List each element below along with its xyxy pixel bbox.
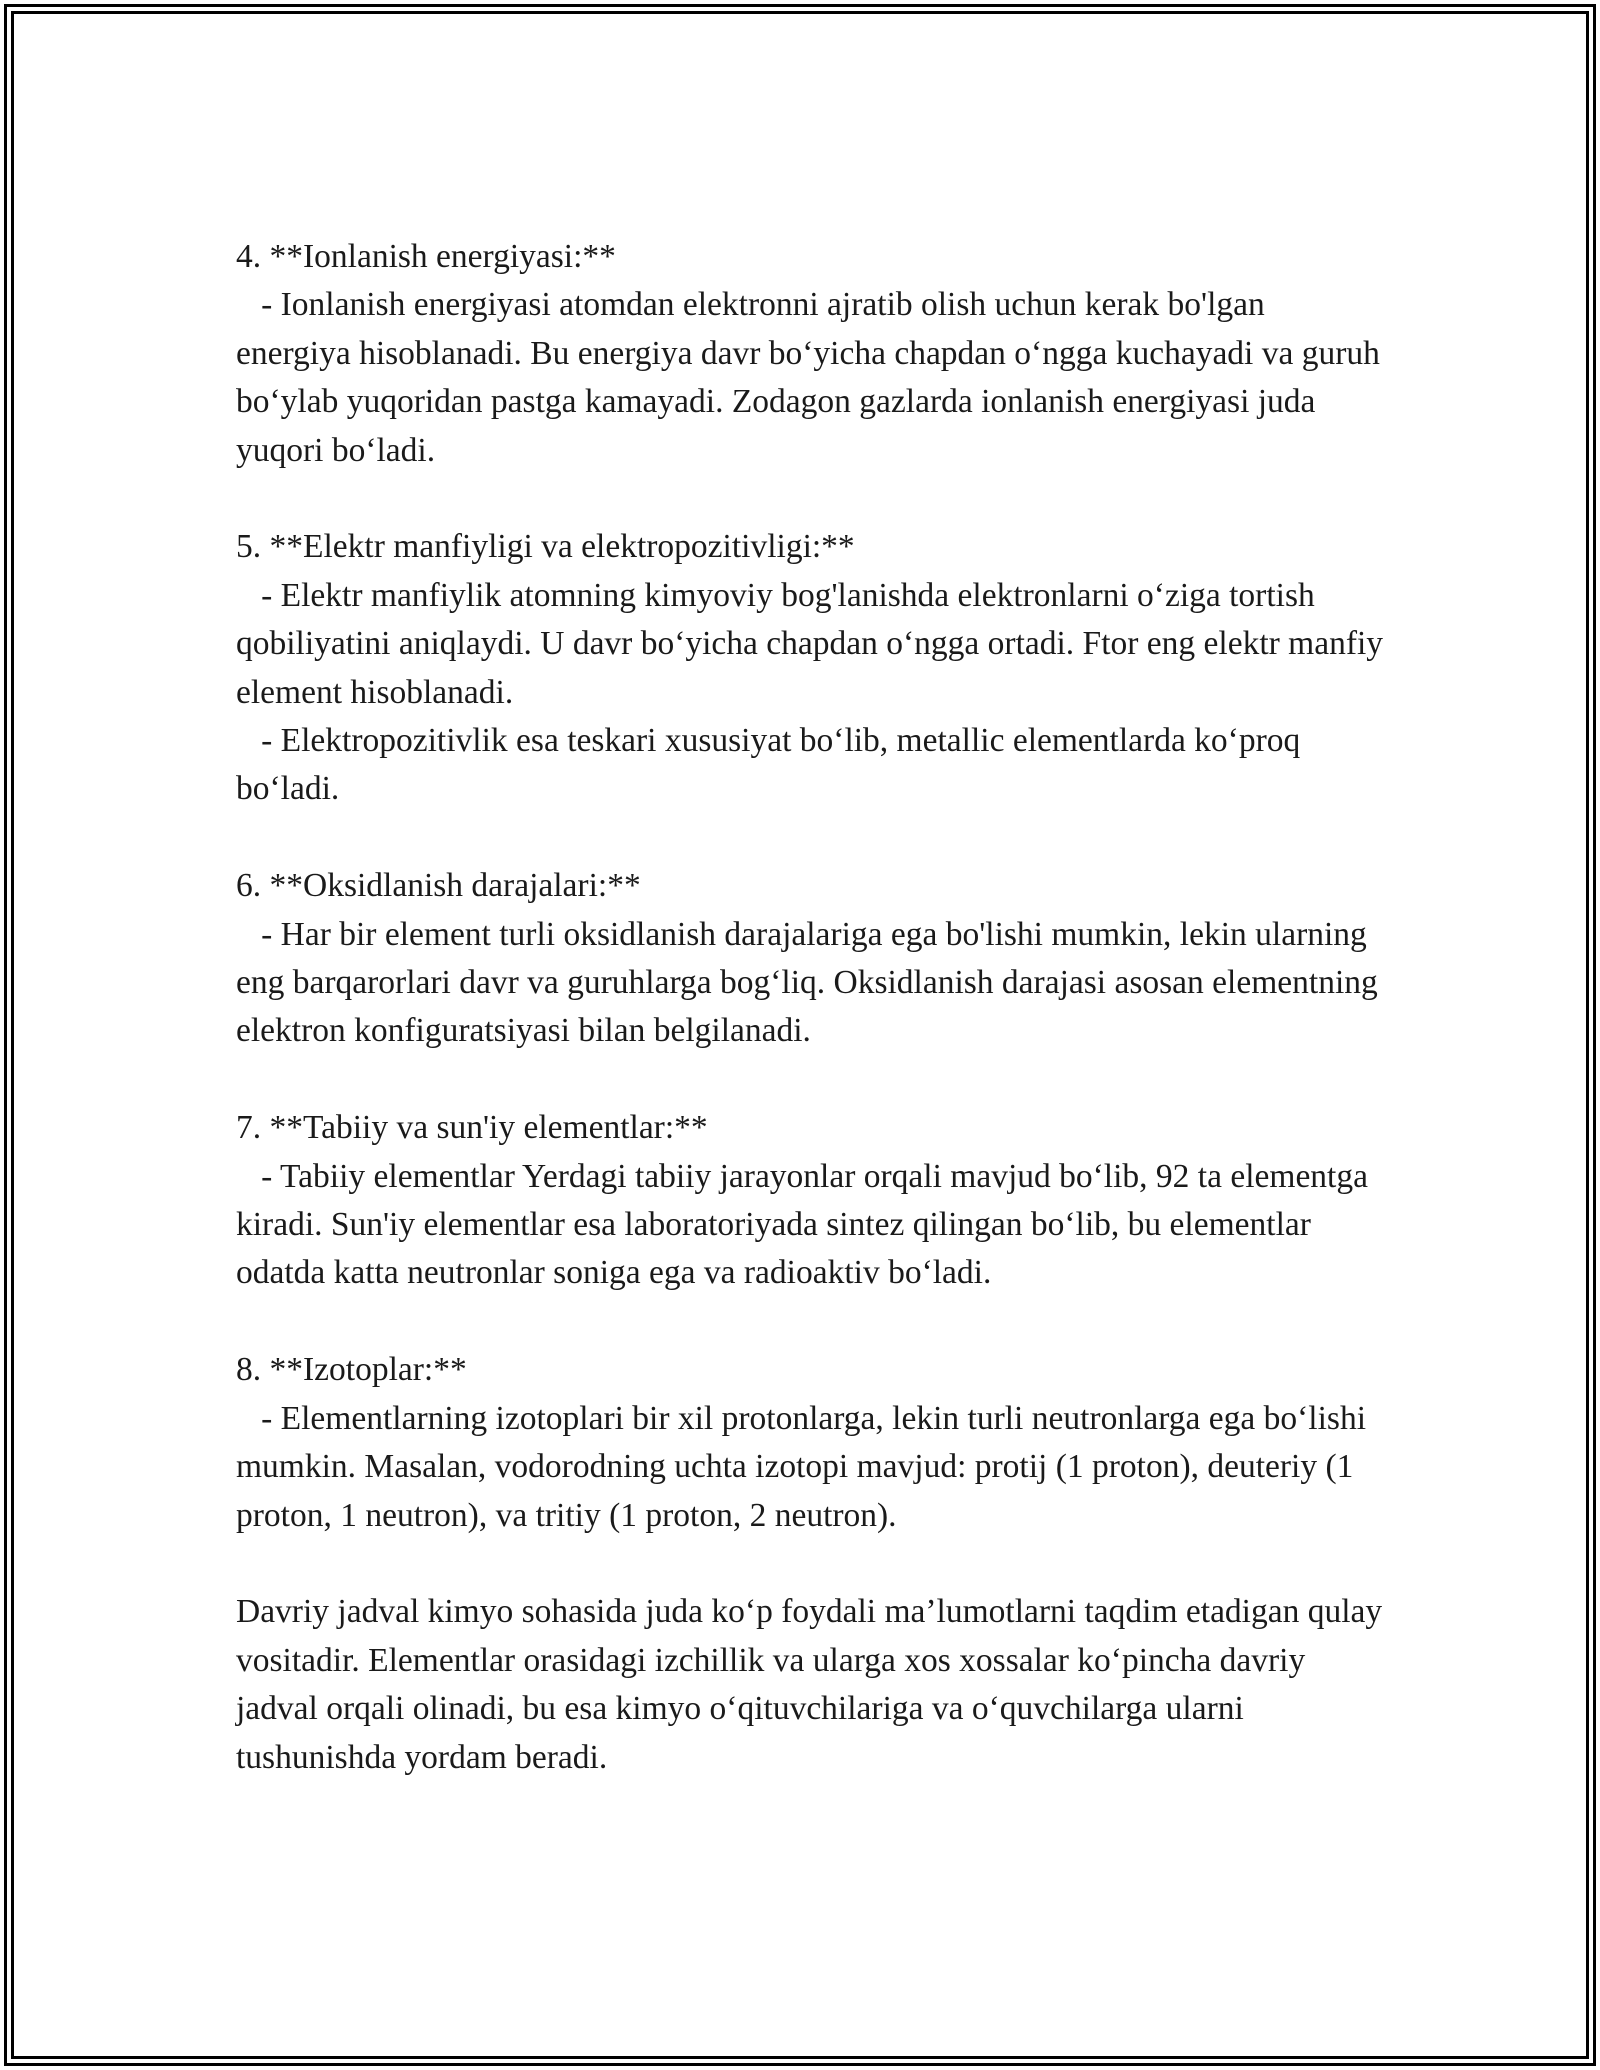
- section-paragraph: - Har bir element turli oksidlanish darajalariga ega bo'lishi mumkin, lekin ularning eng barqarorlari davr va guruhlarga bog‘liq. Oksidlanish darajasi asosan elementning elektron konfiguratsiyasi bilan belgilanadi.: [236, 915, 1387, 1050]
- document-body: [236, 233, 1392, 1782]
- section-paragraph: - Elektropozitivlik esa teskari xususiyat bo‘lib, metallic elementlarda ko‘proq bo‘ladi.: [236, 722, 1309, 808]
- section-ionization-energy: [236, 233, 1389, 475]
- section-heading: 6. **Oksidlanish darajalari:**: [236, 867, 641, 905]
- section-paragraph: - Elektr manfiylik atomning kimyoviy bog'lanishda elektronlarni o‘ziga tortish qobiliyatini aniqlaydi. U davr bo‘yicha chapdan o‘ngga ortadi. Ftor eng elektr manfiy element hisoblanadi.: [236, 576, 1392, 711]
- section-electronegativity: [236, 523, 1392, 813]
- section-isotopes: [236, 1346, 1386, 1540]
- section-heading: 4. **Ionlanish energiyasi:**: [236, 238, 616, 275]
- section-heading: 5. **Elektr manfiyligi va elektropozitivligi:**: [236, 528, 855, 566]
- section-heading: 8. **Izotoplar:**: [236, 1351, 467, 1389]
- section-paragraph: - Ionlanish energiyasi atomdan elektronni ajratib olish uchun kerak bo'lgan energiya hisoblanadi. Bu energiya davr bo‘yicha chapdan o‘ngga kuchayadi va guruh bo‘ylab yuqoridan pastga kamayadi. Zodagon gazlarda ionlanish energiyasi juda yuqori bo‘ladi.: [236, 286, 1389, 469]
- section-heading: 7. **Tabiiy va sun'iy elementlar:**: [236, 1109, 708, 1147]
- section-oxidation-states: [236, 862, 1386, 1056]
- section-natural-artificial-elements: [236, 1104, 1386, 1298]
- section-paragraph: - Tabiiy elementlar Yerdagi tabiiy jarayonlar orqali mavjud bo‘lib, 92 ta elementga kiradi. Sun'iy elementlar esa laboratoriyada sintez qilingan bo‘lib, bu elementlar odatda katta neutronlar soniga ega va radioaktiv bo‘ladi.: [236, 1157, 1377, 1292]
- section-paragraph: - Elementlarning izotoplari bir xil protonlarga, lekin turli neutronlarga ega bo‘lishi mumkin. Masalan, vodorodning uchta izotopi mavjud: protij (1 proton), deuteriy (1 proton, 1 neutron), va tritiy (1 proton, 2 neutron).: [236, 1399, 1375, 1534]
- conclusion-paragraph: Davriy jadval kimyo sohasida juda ko‘p foydali ma’lumotlarni taqdim etadigan qulay vositadir. Elementlar orasidagi izchillik va ularga xos xossalar ko‘pincha davriy jadval orqali olinadi, bu esa kimyo o‘qituvchilariga va o‘quvchilarga ularni tushunishda yordam beradi.: [236, 1593, 1391, 1776]
